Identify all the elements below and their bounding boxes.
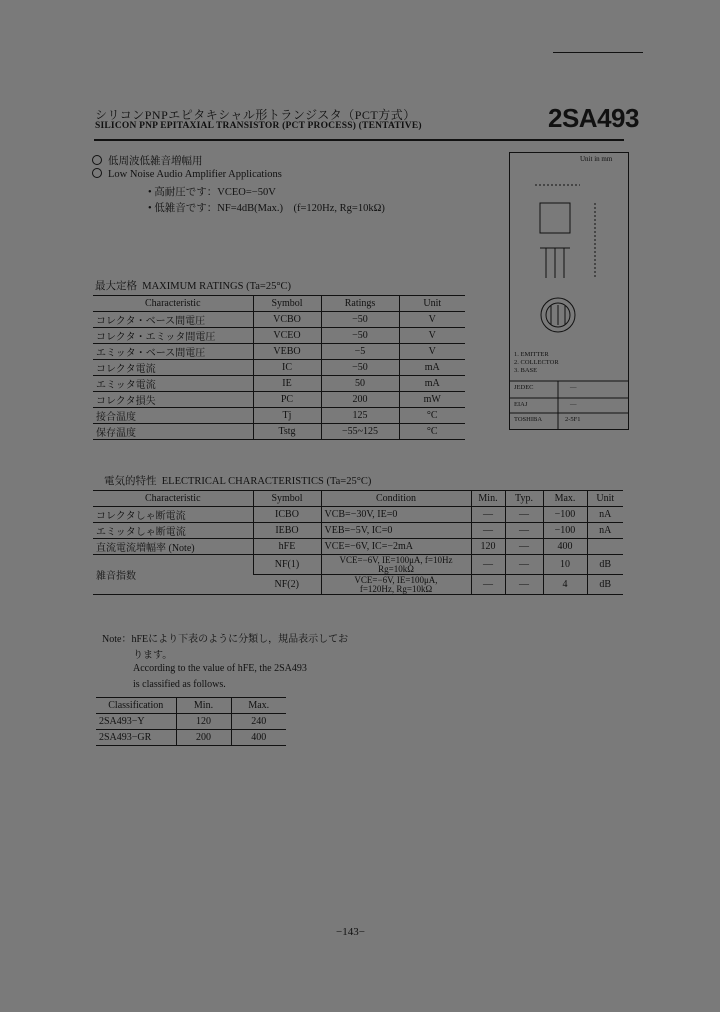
table-row: コレクタ電流 IC −50 mA <box>93 360 465 376</box>
col-symbol: Symbol <box>253 296 321 312</box>
note-jp-line1: Note：hFEにより下表のように分類し，規品表示してお <box>102 634 349 645</box>
std-eiaj-value: — <box>570 401 577 408</box>
col-characteristic: Characteristic <box>93 296 253 312</box>
table-row: コレクタしゃ断電流 ICBO VCB=−30V, IE=0 — — −100 nA <box>93 507 623 523</box>
max-ratings-heading: 最大定格 MAXIMUM RATINGS (Ta=25°C) <box>95 281 292 292</box>
std-toshiba: TOSHIBA <box>514 416 543 423</box>
table-header-row <box>93 296 465 312</box>
top-rule <box>553 52 643 53</box>
package-outline-diagram <box>509 152 629 430</box>
header-rule <box>94 139 624 141</box>
part-number: 2SA493 <box>548 103 639 133</box>
pin-2: 2. COLLECTOR <box>514 359 559 366</box>
col-unit: Unit <box>399 296 465 312</box>
table-row: 保存温度 Tstg −55~125 °C <box>93 424 465 440</box>
spec-high-voltage: • 高耐圧です：VCEO=−50V <box>148 187 276 198</box>
table-row: 接合温度 Tj 125 °C <box>93 408 465 424</box>
max-ratings-table <box>93 295 465 440</box>
title-english: SILICON PNP EPITAXIAL TRANSISTOR (PCT PROCESS) (TENTATIVE) <box>95 121 422 131</box>
table-row: コレクタ損失 PC 200 mW <box>93 392 465 408</box>
circle-bullet-icon <box>92 168 102 178</box>
classification-table <box>96 697 286 746</box>
title-japanese: シリコンPNPエピタキシャル形トランジスタ（PCT方式） <box>95 108 416 122</box>
elec-chars-table <box>93 490 623 595</box>
pin-list <box>514 351 559 375</box>
pin-3: 3. BASE <box>514 367 538 374</box>
std-jedec: JEDEC <box>514 384 534 391</box>
table-row: コレクタ・エミッタ間電圧 VCEO −50 V <box>93 328 465 344</box>
application-en: Low Noise Audio Amplifier Applications <box>92 168 282 180</box>
table-row: エミッタしゃ断電流 IEBO VEB=−5V, IC=0 — — −100 nA <box>93 523 623 539</box>
table-row: エミッタ電流 IE 50 mA <box>93 376 465 392</box>
spec-low-noise: • 低雑音です：NF=4dB(Max.) (f=120Hz, Rg=10kΩ) <box>148 203 385 214</box>
std-eiaj: EIAJ <box>514 401 528 408</box>
unit-label: Unit in mm <box>580 155 613 163</box>
note-en-line2: is classified as follows. <box>133 679 226 690</box>
application-jp: 低周波低雑音増幅用 <box>92 153 203 168</box>
note-en-line1: According to the value of hFE, the 2SA493 <box>133 663 307 674</box>
table-row: 雑音指数 NF(1) VCE=−6V, IE=100μA, f=10Hz Rg=10kΩ — — 10 dB <box>93 555 623 575</box>
std-toshiba-value: 2-5F1 <box>565 416 581 423</box>
elec-chars-heading: 電気的特性 ELECTRICAL CHARACTERISTICS (Ta=25°C) <box>104 476 372 487</box>
pin-1: 1. EMITTER <box>514 351 549 358</box>
table-row: NF(2) VCE=−6V, IE=100μA, f=120Hz, Rg=10kΩ — — 4 dB <box>93 575 623 595</box>
std-jedec-value: — <box>570 384 577 391</box>
circle-bullet-icon <box>92 155 102 165</box>
table-row: 直流電流増幅率 (Note) hFE VCE=−6V, IC=−2mA 120 — 400 <box>93 539 623 555</box>
table-header-row: Characteristic Symbol Condition Min. Typ. Max. Unit <box>93 491 623 507</box>
table-row: 2SA493−Y 120 240 <box>96 714 286 730</box>
page-number: −143− <box>336 926 365 938</box>
table-row: 2SA493−GR 200 400 <box>96 730 286 746</box>
table-row: コレクタ・ベース間電圧 VCBO −50 V <box>93 312 465 328</box>
table-row: エミッタ・ベース間電圧 VEBO −5 V <box>93 344 465 360</box>
col-ratings: Ratings <box>321 296 399 312</box>
note-jp-line2: ります。 <box>133 650 173 661</box>
table-header-row: Classification Min. Max. <box>96 698 286 714</box>
